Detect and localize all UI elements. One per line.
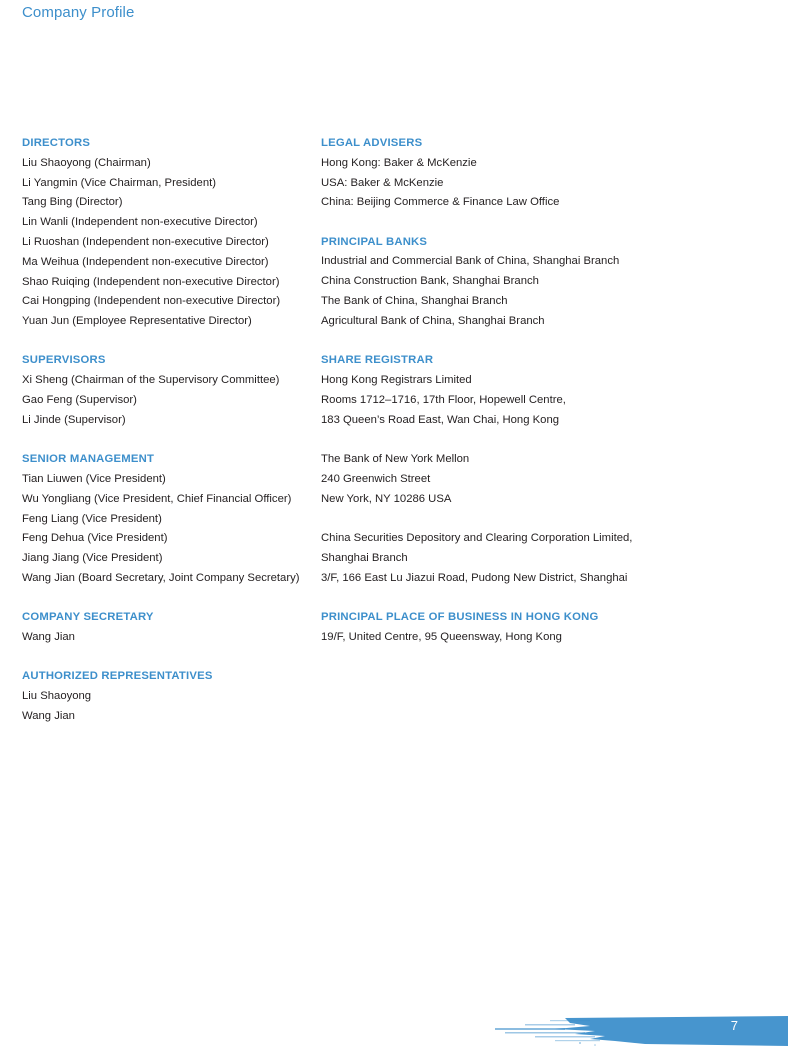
page-title: Company Profile	[22, 4, 135, 21]
list-item: Feng Dehua (Vice President)	[22, 532, 168, 545]
list-item: The Bank of China, Shanghai Branch	[321, 295, 508, 308]
left-column	[22, 134, 312, 746]
list-item: Tang Bing (Director)	[22, 196, 123, 209]
section-heading: PRINCIPAL BANKS	[321, 235, 428, 248]
section-heading: COMPANY SECRETARY	[22, 611, 154, 624]
list-item: Jiang Jiang (Vice President)	[22, 552, 163, 565]
section-heading: PRINCIPAL PLACE OF BUSINESS IN HONG KONG	[321, 611, 599, 624]
list-item: 3/F, 166 East Lu Jiazui Road, Pudong New District, Shanghai	[321, 571, 628, 584]
section-principal-banks	[321, 233, 761, 332]
section-heading: SHARE REGISTRAR	[321, 354, 434, 367]
section-senior-management	[22, 450, 312, 589]
list-item: Li Ruoshan (Independent non-executive Director)	[22, 235, 269, 248]
list-item: Wang Jian (Board Secretary, Joint Company Secretary)	[22, 571, 300, 584]
list-item: 19/F, United Centre, 95 Queensway, Hong Kong	[321, 631, 562, 644]
section-heading: SUPERVISORS	[22, 354, 106, 367]
list-item: USA: Baker & McKenzie	[321, 176, 444, 189]
list-item: Wang Jian	[22, 631, 75, 644]
list-item: Xi Sheng (Chairman of the Supervisory Committee)	[22, 374, 280, 387]
list-item: Wang Jian	[22, 709, 75, 722]
list-item: Liu Shaoyong	[22, 690, 92, 703]
list-item: Tian Liuwen (Vice President)	[22, 472, 166, 485]
list-item: Ma Weihua (Independent non-executive Director)	[22, 255, 269, 268]
list-item: Shao Ruiqing (Independent non-executive Director)	[22, 275, 280, 288]
list-item: Li Yangmin (Vice Chairman, President)	[22, 176, 217, 189]
section-supervisors	[22, 351, 312, 430]
list-item: Cai Hongping (Independent non-executive Director)	[22, 295, 281, 308]
spacer	[321, 430, 761, 450]
list-item: Gao Feng (Supervisor)	[22, 394, 137, 407]
list-item: Yuan Jun (Employee Representative Director)	[22, 315, 252, 328]
list-item: Industrial and Commercial Bank of China, Shanghai Branch	[321, 255, 620, 268]
list-item: The Bank of New York Mellon	[321, 453, 470, 466]
list-item: Rooms 1712–1716, 17th Floor, Hopewell Centre,	[321, 393, 566, 406]
section-heading: LEGAL ADVISERS	[321, 137, 423, 149]
spacer	[321, 510, 761, 530]
list-item: Hong Kong Registrars Limited	[321, 373, 472, 386]
section-heading: SENIOR MANAGEMENT	[22, 453, 155, 466]
list-item: Agricultural Bank of China, Shanghai Branch	[321, 314, 545, 327]
section-heading: AUTHORIZED REPRESENTATIVES	[22, 670, 213, 683]
section-company-secretary	[22, 608, 312, 648]
list-item: 240 Greenwich Street	[321, 472, 431, 485]
section-directors	[22, 134, 312, 332]
list-item: China: Beijing Commerce & Finance Law Office	[321, 196, 560, 209]
list-item: Shanghai Branch	[321, 552, 408, 565]
list-item: Li Jinde (Supervisor)	[22, 413, 126, 426]
list-item: Lin Wanli (Independent non-executive Director)	[22, 216, 258, 229]
section-legal-advisers	[321, 134, 761, 213]
section-heading: DIRECTORS	[22, 137, 91, 149]
brush-stroke-decoration	[495, 1012, 788, 1048]
list-item: China Securities Depository and Clearing Corporation Limited,	[321, 532, 633, 545]
list-item: Hong Kong: Baker & McKenzie	[321, 156, 477, 169]
list-item: Liu Shaoyong (Chairman)	[22, 156, 151, 169]
list-item: China Construction Bank, Shanghai Branch	[321, 275, 539, 288]
right-column	[321, 134, 761, 667]
section-share-registrar	[321, 351, 761, 589]
section-authorized-representatives	[22, 667, 312, 726]
list-item: New York, NY 10286 USA	[321, 492, 452, 505]
list-item: Feng Liang (Vice President)	[22, 512, 162, 525]
list-item: 183 Queen’s Road East, Wan Chai, Hong Kong	[321, 413, 560, 426]
list-item: Wu Yongliang (Vice President, Chief Financial Officer)	[22, 492, 292, 505]
page-number: 7	[730, 1018, 738, 1033]
section-principal-place-of-business	[321, 608, 761, 648]
